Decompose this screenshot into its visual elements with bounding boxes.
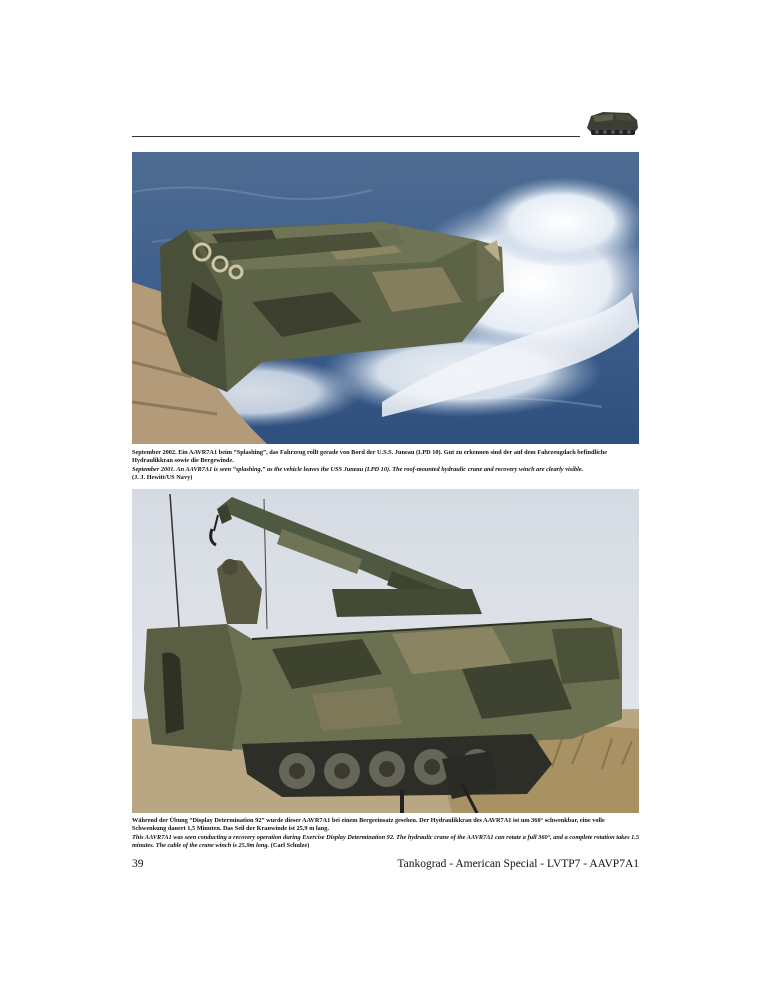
caption-english — [132, 834, 639, 851]
running-title: Tankograd - American Special - LVTP7 - AAVP7A1 — [397, 858, 639, 870]
vehicle-thumbnail-icon — [583, 104, 641, 140]
photo-credit: (J. J. Hewitt/US Navy) — [132, 474, 193, 482]
caption-english — [132, 466, 639, 483]
photo-caption-bottom — [132, 817, 639, 851]
caption-german: September 2002. Ein AAVR7A1 beim “Splashing”, das Fahrzeug rollt gerade von Bord der U.S.S. Juneau (LPD 10). Gut zu erkennen sind der auf dem Fahrzeugdach befindliche Hydraulikkran sowie die Bergewinde. — [132, 449, 608, 465]
header-rule — [132, 136, 580, 137]
photo-aavr7a1-splashing — [132, 152, 639, 444]
caption-german: Während der Übung “Display Determination 92” wurde dieser AAVR7A1 bei einem Bergeeinsatz gesehen. Der Hydraulikkran des AAVR7A1 ist um 360° schwenkbar, eine volle Schwenkung dauert 1,5 Minuten. Das Seil der Kranwinde ist 25,9 m lang. — [132, 817, 605, 833]
page-number: 39 — [132, 858, 144, 870]
photo-aavr7a1-recovery-operation — [132, 489, 639, 813]
page-footer — [132, 858, 639, 872]
caption-english-text: This AAVR7A1 was seen conducting a recovery operation during Exercise Display Determination 92. The hydraulic crane of the AAVR7A1 can rotate a full 360°, and a complete rotation takes 1.5 minutes. The cable of the crane winch is 25.9m long. — [132, 833, 639, 850]
caption-english-text: September 2001. An AAVR7A1 is seen “splashing,” as the vehicle leaves the USS Juneau (LPD 10). The roof-mounted hydraulic crane and recovery winch are clearly visible. — [132, 465, 584, 473]
photo-caption-top — [132, 449, 639, 483]
photo-credit: (Carl Schulze) — [270, 842, 310, 850]
